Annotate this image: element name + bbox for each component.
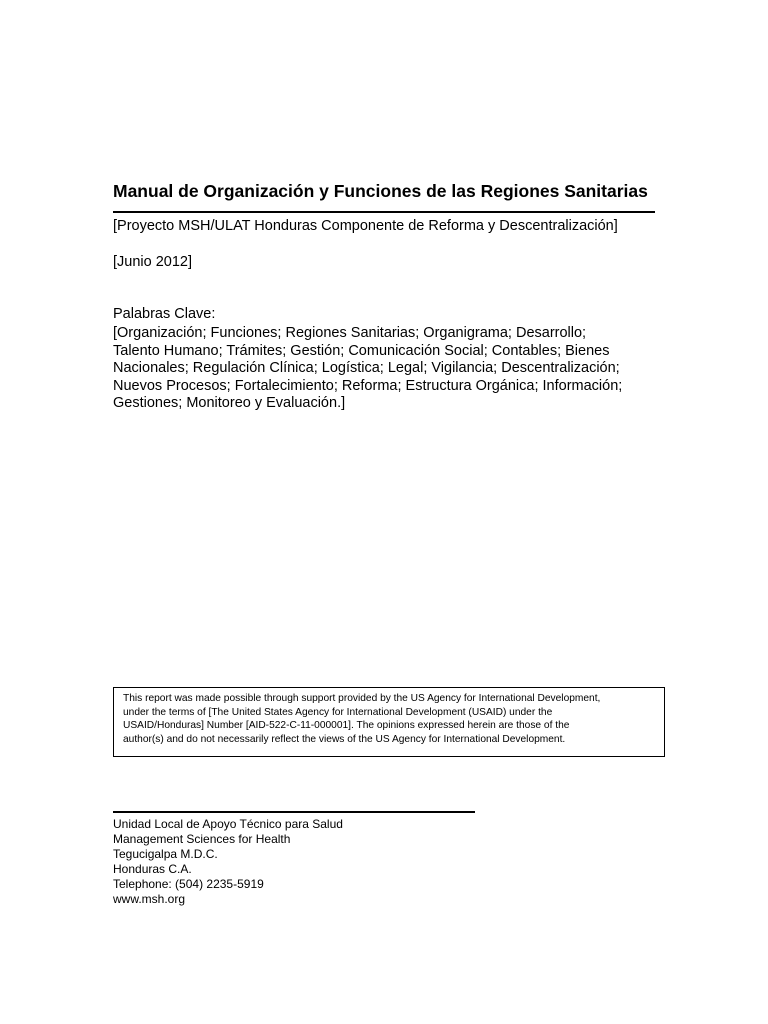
keywords-line: Nuevos Procesos; Fortalecimiento; Reforma; Estructura Orgánica; Información; [113,377,623,394]
project-name: [Proyecto MSH/ULAT Honduras Componente de Reforma y Descentralización] [113,218,618,234]
document-title: Manual de Organización y Funciones de las Regiones Sanitarias [113,181,648,201]
keywords-line: Nacionales; Regulación Clínica; Logística; Legal; Vigilancia; Descentralización; [113,360,620,376]
telephone: Telephone: (504) 2235-5919 [113,877,264,891]
disclaimer-line: USAID/Honduras] Number [AID-522-C-11-000001]. The opinions expressed herein are those of the [123,720,570,732]
disclaimer-line: under the terms of [The United States Agency for International Development (USAID) under the [123,706,553,718]
address-country: Honduras C.A. [113,862,192,876]
keywords-line: Gestiones; Monitoreo y Evaluación.] [113,395,346,411]
keywords-label: Palabras Clave: [113,306,216,322]
title-divider [113,211,655,213]
keywords-line: [Organización; Funciones; Regiones Sanitarias; Organigrama; Desarrollo; [113,325,587,341]
disclaimer-line: author(s) and do not necessarily reflect the views of the US Agency for International Development. [123,733,566,745]
publication-date: [Junio 2012] [113,254,193,270]
disclaimer-line: This report was made possible through support provided by the US Agency for International Development, [123,693,601,704]
website: www.msh.org [113,892,186,906]
keywords-line: Talento Humano; Trámites; Gestión; Comunicación Social; Contables; Bienes [113,342,610,359]
organization-name: Unidad Local de Apoyo Técnico para Salud [113,817,343,831]
keywords-list [113,325,622,413]
address-city: Tegucigalpa M.D.C. [113,847,218,861]
contact-block [113,817,343,907]
disclaimer-box [113,687,665,757]
organization-parent: Management Sciences for Health [113,832,291,846]
footer-divider [113,811,475,813]
